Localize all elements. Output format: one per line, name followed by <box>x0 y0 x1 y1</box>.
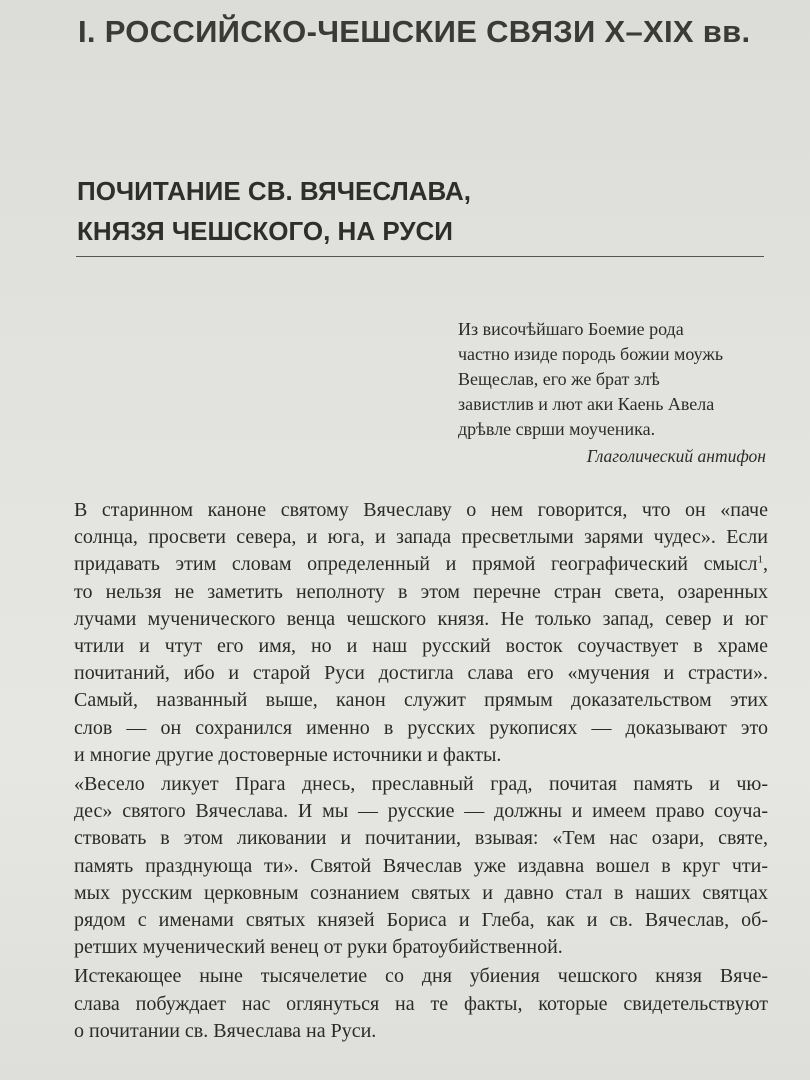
body-text <box>74 497 768 1047</box>
text-line: ретших мученический венец от руки братоубийственной. <box>74 936 563 959</box>
text-line: Истекающее ныне тысячелетие со дня убиения чешского князя Вяче- <box>74 965 768 988</box>
section-title-line-2: КНЯЗЯ ЧЕШСКОГО, НА РУСИ <box>77 216 453 246</box>
text-line: память празднующа ти». Святой Вячеслав уже издавна вошел в круг чти- <box>74 854 768 877</box>
text-line: о почитании св. Вячеслава на Руси. <box>74 1019 377 1042</box>
text-line: придавать этим словам определенный и прямой географический смысл$^1$, <box>74 553 768 576</box>
epigraph-line: дрѣвле сврши моученика. <box>458 419 656 439</box>
epigraph-source: Глаголический антифон <box>586 446 766 466</box>
text-line: рядом с именами святых князей Бориса и Глеба, как и св. Вячеслав, об- <box>74 909 768 932</box>
text-line: чтили и чтут его имя, но и наш русский восток соучаствует в храме <box>74 635 768 658</box>
text-line: Самый, названный выше, канон служит прямым доказательством этих <box>74 689 768 712</box>
section-title <box>77 171 471 251</box>
text-line: и многие другие достоверные источники и факты. <box>74 743 502 766</box>
part-title: I. РОССИЙСКО-ЧЕШСКИЕ СВЯЗИ X–XIX вв. <box>78 14 751 49</box>
epigraph-line: Вещеслав, его же брат злѣ <box>458 369 660 389</box>
text-line-content: придавать этим словам определенный и прямой географический смысл <box>74 553 758 576</box>
text-line: ствовать в этом ликовании и почитании, взывая: «Тем нас озари, святе, <box>74 827 768 850</box>
text-line: то нельзя не заметить неполноту в этом перечне стран света, озаренных <box>74 580 768 603</box>
epigraph-line: завистлив и лют аки Каень Авела <box>458 394 715 414</box>
paragraph-2 <box>74 771 768 961</box>
text-line: лучами мученического венца чешского князя. Не только запад, север и юг <box>74 607 768 630</box>
text-line: почитаний, ибо и старой Руси достигла слава его «мучения и страсти». <box>74 662 768 685</box>
text-line: В старинном каноне святому Вячеславу о нем говорится, что он «паче <box>74 499 768 521</box>
text-line: мых русским церковным сознанием святых и давно стал в наших святцах <box>74 881 768 904</box>
paragraph-1 <box>74 497 768 769</box>
epigraph-line: Из височѣйшаго Боемие рода <box>458 319 684 339</box>
epigraph <box>458 317 778 469</box>
paragraph-3 <box>74 963 768 1045</box>
footnote-reference[interactable]: 1 <box>757 553 763 566</box>
title-underline-rule <box>76 256 764 257</box>
epigraph-line: частно изиде породь божии моужь <box>458 344 724 364</box>
text-line: слов — он сохранился именно в русских рукописях — доказывают это <box>74 716 768 739</box>
text-line: дес» святого Вячеслава. И мы — русские — должны и имеем право соуча- <box>74 800 768 823</box>
text-line: слава побуждает нас оглянуться на те факты, которые свидетельствуют <box>74 992 768 1015</box>
section-title-line-1: ПОЧИТАНИЕ СВ. ВЯЧЕСЛАВА, <box>77 176 471 206</box>
text-line: солнца, просвети севера, и юга, и запада пресветлыми зарями чудес». Если <box>74 526 768 549</box>
text-line: «Весело ликует Прага днесь, преславный град, почитая память и чю- <box>74 773 768 796</box>
